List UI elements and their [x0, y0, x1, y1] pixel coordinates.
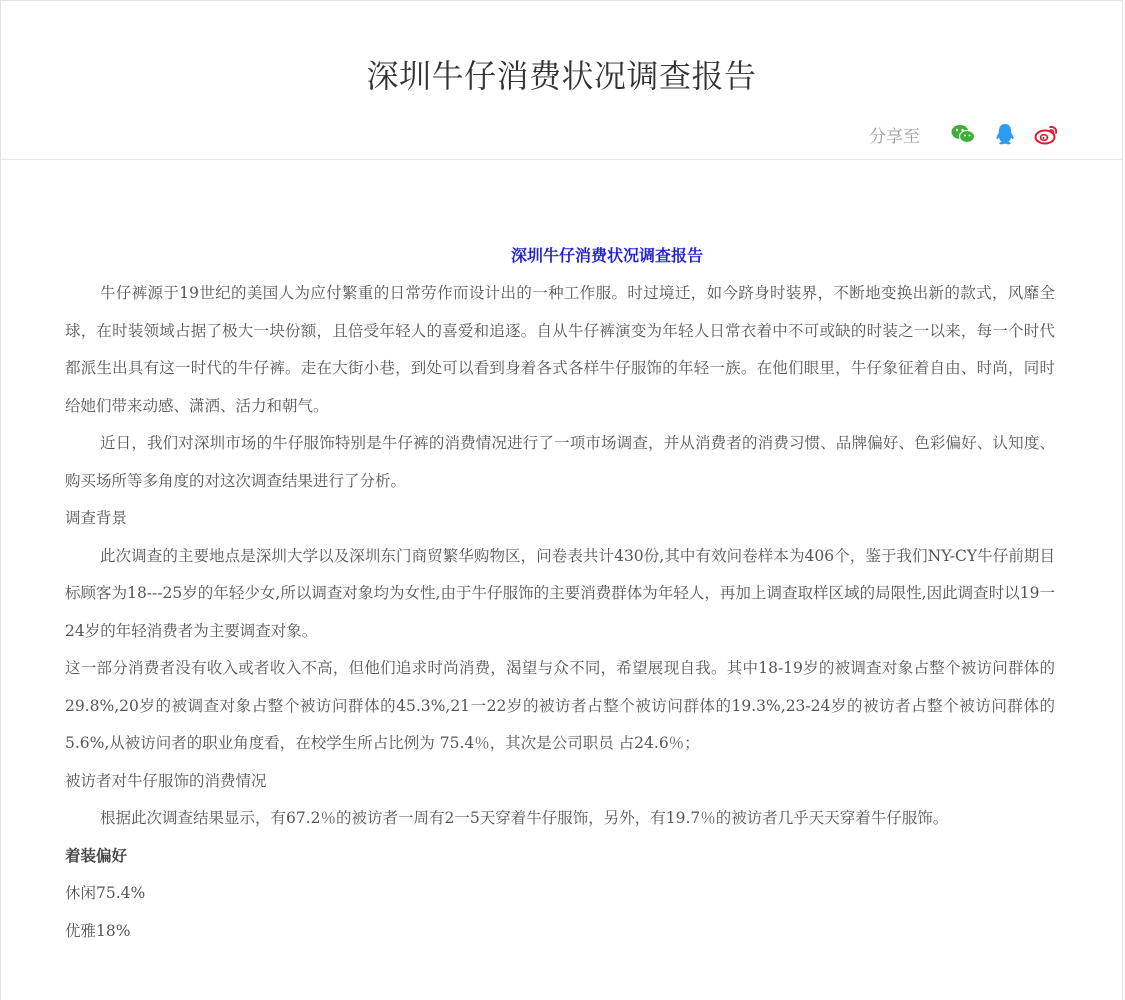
list-item-elegant: 优雅18% [65, 921, 131, 940]
paragraph-survey-overview: 近日，我们对深圳市场的牛仔服饰特别是牛仔裤的消费情况进行了一项市场调查，并从消费者的消费习惯、品牌偏好、色彩偏好、认知度、购买场所等多角度的对这次调查结果进行了分析。 [65, 434, 1055, 490]
share-label: 分享至 [869, 126, 920, 147]
paragraph-intro: 牛仔裤源于19世纪的美国人为应付繁重的日常劳作而设计出的一种工作服。时过境迁，如今跻身时装界，不断地变换出新的款式，风靡全球，在时装领域占据了极大一块份额，且倍受年轻人的喜爱和追逐。自从牛仔裤演变为年轻人日常衣着中不可或缺的时装之一以来，每一个时代都派生出具有这一时代的牛仔裤。走在大街小巷，到处可以看到身着各式各样牛仔服饰的年轻一族。在他们眼里，牛仔象征着自由、时尚，同时给她们带来动感、潇洒、活力和朝气。 [65, 284, 1055, 415]
share-bar [869, 121, 1060, 147]
section-heading-dress-preference: 着装偏好 [65, 846, 128, 865]
paragraph-demographics: 这一部分消费者没有收入或者收入不高，但他们追求时尚消费，渴望与众不同，希望展现自我。其中18-19岁的被调查对象占整个被访问群体的29.8%,20岁的被调查对象占整个被访问群体的45.3%,21一22岁的被访者占整个被访问群体的19.3%,23-24岁的被访者占整个被访问群体的5.6%,从被访问者的职业角度看，在校学生所占比例为 75.4％，其次是公司职员 占24.6％； [65, 659, 1055, 752]
header [1, 1, 1122, 160]
wechat-icon[interactable] [950, 121, 976, 147]
paragraph-consumption: 根据此次调查结果显示，有67.2％的被访者一周有2一5天穿着牛仔服饰，另外，有19.7％的被访者几乎天天穿着牛仔服饰。 [100, 809, 949, 827]
section-heading-background: 调查背景 [65, 509, 128, 527]
article-title: 深圳牛仔消费状况调查报告 [510, 246, 703, 265]
section-heading-consumption: 被访者对牛仔服饰的消费情况 [65, 771, 267, 790]
article-body [65, 241, 1055, 950]
paragraph-survey-location: 此次调查的主要地点是深圳大学以及深圳东门商贸繁华购物区，问卷表共计430份,其中有效问卷样本为406个，鉴于我们NY-CY牛仔前期目标顾客为18---25岁的年轻少女,所以调查对象均为女性,由于牛仔服饰的主要消费群体为年轻人，再加上调查取样区域的局限性,因此调查时以19一24岁的年轻消费者为主要调查对象。 [65, 546, 1055, 640]
list-item-casual: 休闲75.4% [65, 884, 146, 902]
weibo-icon[interactable] [1034, 121, 1060, 147]
qq-icon[interactable] [992, 121, 1018, 147]
page-title: 深圳牛仔消费状况调查报告 [366, 57, 757, 95]
